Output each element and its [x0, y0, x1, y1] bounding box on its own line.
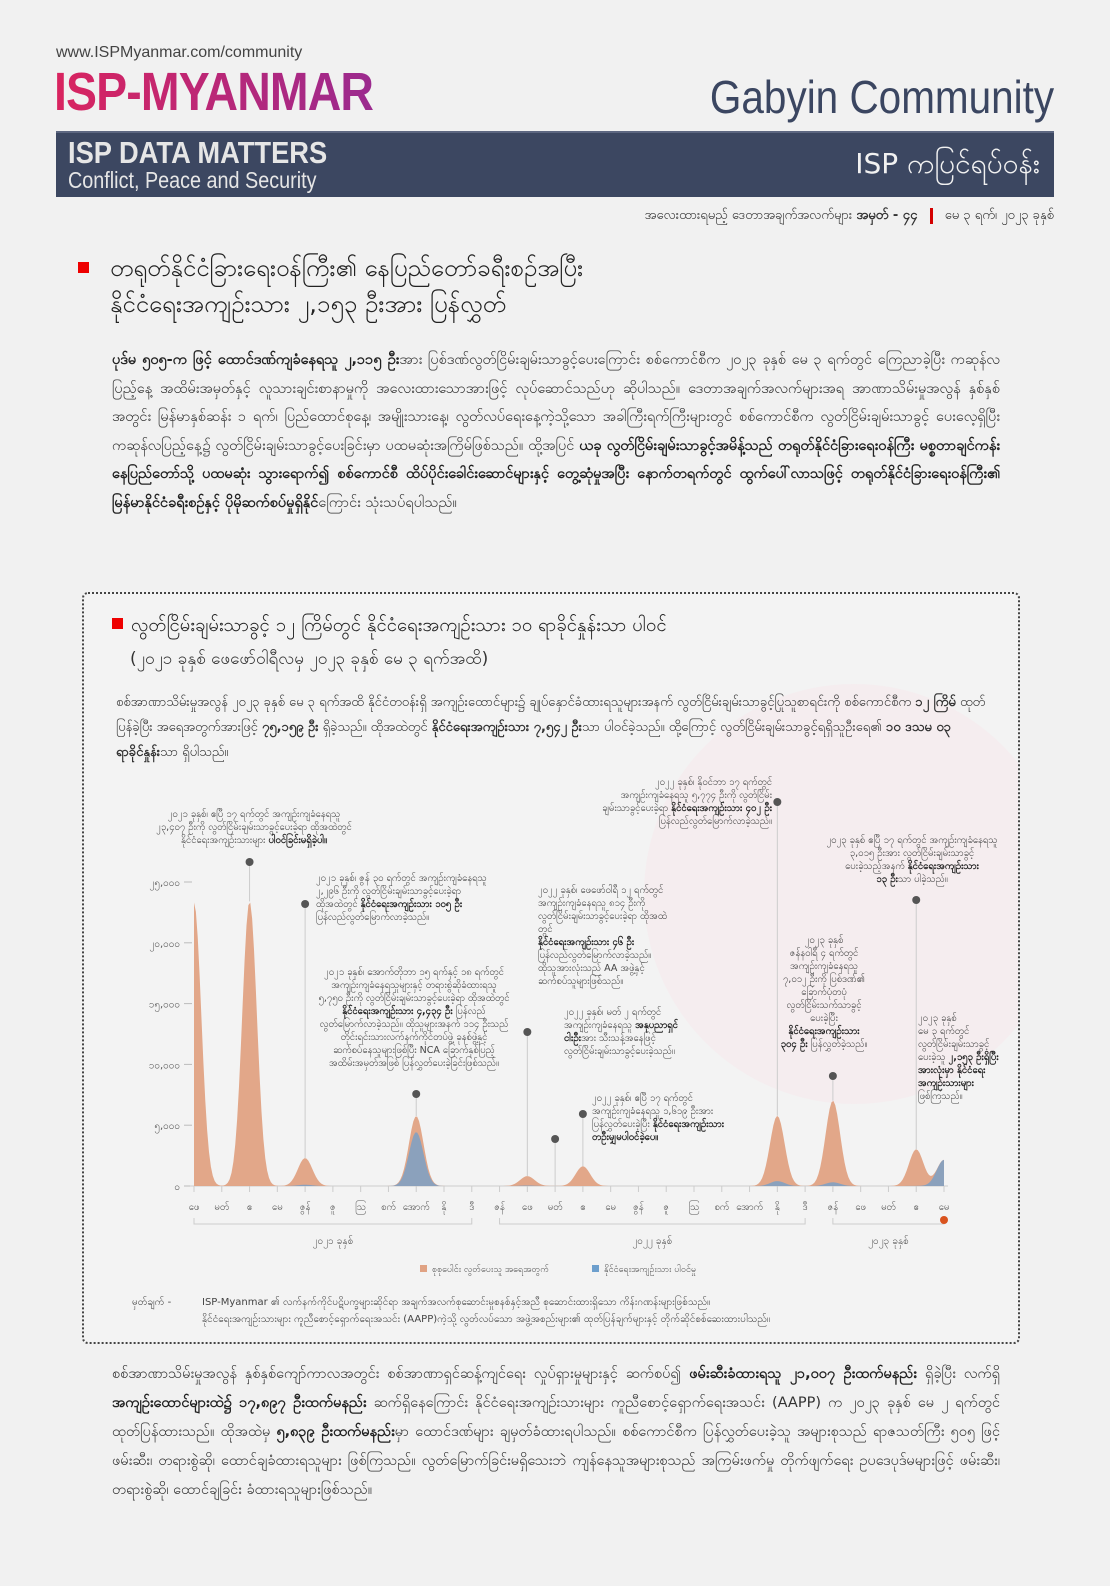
note-line-1: ISP-Myanmar ၏ လက်နက်ကိုင်ပဋိပက္ခများဆိုင်ရာ အချက်အလက်စုဆောင်းမှုစနစ်နှင့်အညီ စုဆောင်းထားရှိသော ကိန်းဂဏန်းများဖြစ်သည်။	[202, 1297, 711, 1308]
x-tick-label: အောက်	[402, 1202, 430, 1213]
x-tick-label: ဩ	[688, 1202, 700, 1213]
ann-bold: ၁၃ ဦး	[876, 874, 898, 885]
ann-bold: ၃၀၄ ဦး	[780, 1039, 808, 1050]
banner-right-title: ISP ကပြင်ရပ်ဝန်း	[855, 147, 1040, 180]
closing-bold-3: ၅,၈၃၉ ဦးထက်မနည်း	[276, 1424, 395, 1440]
ann-line: ပြန်လည်လွတ်မြောက်လာခဲ့သည်။	[316, 912, 430, 923]
ann-line: လွတ်ငြိမ်းချမ်းသာခွင့်ပေးခဲ့သည်။	[564, 1046, 675, 1057]
ann-bold: အကျဉ်းသားများ	[918, 1078, 974, 1089]
x-tick-label: နို	[441, 1202, 447, 1213]
closing-text-3: ဆက်ရှိနေကြောင်း နိုင်ငံရေးအကျဉ်းသားများ ကူညီစောင့်ရှောက်ရေးအသင်း (AAPP) က ၂၀၂၃ ခုနှစ် မေ ၂ ရက်တွင် ထုတ်ပြန်ထားသည်။ ထိုအထဲမှ	[112, 1395, 1000, 1440]
ann-line: ၂၀၂၁ ခုနှစ်၊ ဧပြီ ၁၇ ရက်တွင် အကျဉ်းကျခံနေရသူ	[167, 809, 341, 820]
annotation-2021-jun	[316, 872, 506, 924]
annotation-2022-mar	[564, 1006, 704, 1058]
ann-bold: နိုင်ငံရေးအကျဉ်းသား ၄၆ ဦး	[538, 937, 635, 948]
chart-box	[82, 592, 1020, 1344]
ann-line: လွတ်ငြိမ်းချမ်းသာခွင့်ပေးခဲ့ရာ ထိုအထဲတွင်	[538, 911, 668, 935]
chart-title-text: လွတ်ငြိမ်းချမ်းသာခွင့် ၁၂ ကြိမ်တွင် နိုင်ငံရေးအကျဉ်းသား ၁၀ ရာခိုင်နှုန်းသာ ပါဝင်	[131, 615, 667, 636]
closing-text-1: စစ်အာဏာသိမ်းမှုအလွန် နှစ်နှစ်ကျော်ကာလအတွင်း စစ်အာဏာရှင်ဆန့်ကျင်ရေး လှုပ်ရှားမှုများနှင့် ဆက်စပ်၍	[112, 1366, 690, 1382]
issue-number: အမှတ် - ၄၄	[856, 208, 918, 223]
p2-bold-4: ၁၀ ဒသမ ၀၃ ရာခိုင်နှုန်း	[116, 720, 951, 760]
x-tick-label: မတ်	[547, 1202, 563, 1213]
year-label: ၂၀၂၂ ခုနှစ်	[632, 1236, 673, 1247]
ann-line: လွတ်မြောက်လာခဲ့သည်။ ထိုသူများအနက် ၁၁၄ ဦးသည်	[319, 1019, 509, 1030]
y-tick-label: ၀	[174, 1182, 180, 1193]
ann-line: ၂၀၂၂ ခုနှစ်၊ ဧပြီ ၁၇ ရက်တွင်	[592, 1093, 693, 1104]
ann-line: နိုင်ငံရေးအကျဉ်းသားများ	[181, 835, 269, 846]
ann-line: ထိုအထဲတွင်	[316, 899, 361, 910]
p2-bold-1: ၁၂ ကြိမ်	[915, 695, 956, 710]
x-tick-label: ဧ	[246, 1202, 253, 1213]
intro-paragraph	[112, 346, 1000, 517]
ann-line: ၂၀၂၂ ခုနှစ်၊ ဖေဖော်ဝါရီ ၁၂ ရက်တွင်	[538, 885, 664, 896]
x-tick-label: ဧ	[913, 1202, 919, 1213]
ann-line: အကျဉ်းကျခံနေရသူ ၁,၆၁၉ ဦးအား	[592, 1106, 714, 1117]
ann-line: ၂၃,၄၀၇ ဦးကို လွတ်ငြိမ်းချမ်းသာခွင့်ပေးခဲ့ရာ ထိုအထဲတွင်	[156, 822, 352, 833]
x-tick-label: စက်	[714, 1202, 730, 1213]
ann-line: ၂၀၂၁ ခုနှစ်၊ အောက်တိုဘာ ၁၅ ရက်နှင့် ၁၈ ရက်တွင်	[324, 967, 504, 978]
x-tick-label: ဇွန်	[299, 1202, 311, 1213]
brand-logo: ISP-MYANMAR	[54, 62, 374, 122]
community-title: Gabyin Community	[709, 71, 1054, 123]
annotation-dot	[551, 1135, 559, 1143]
ann-line: ဆက်စပ်နေသူများဖြစ်ပြီး NCA ခြောက်နှစ်ပြည့်	[333, 1045, 495, 1056]
annotation-dot	[412, 1090, 420, 1098]
closing-paragraph	[112, 1360, 1000, 1505]
intro-text-2: ကြောင်း သုံးသပ်ရပါသည်။	[318, 494, 457, 511]
year-bracket	[194, 1218, 472, 1224]
ann-line: ခြောက်ပုံတပုံ	[801, 987, 847, 998]
headline	[78, 250, 978, 322]
intro-text-1: အား ပြစ်ဒဏ်လွတ်ငြိမ်းချမ်းသာခွင့်ပေးကြောင်း စစ်ကောင်စီက ၂၀၂၃ ခုနှစ် မေ ၃ ရက်တွင် ကြေညာခဲ့ပြီး ကဆုန်လပြည့်နေ့ အထိမ်းအမှတ်နှင့် လူသားချင်းစာနာမှုကို အလေးထားသောအားဖြင့် လုပ်ဆောင်သည်ဟု ဆိုပါသည်။ ဒေတာအချက်အလက်များအရ အာဏာသိမ်းမှုအလွန် နှစ်နှစ်အတွင်း မြန်မာနှစ်ဆန်း ၁ ရက်၊ ပြည်ထောင်စုနေ့၊ အမျိုးသားနေ့၊ လွတ်လပ်ရေးနေ့ကဲ့သို့သော အခါကြီးရက်ကြီးများတွင် စစ်ကောင်စီက လွတ်ငြိမ်းချမ်းသာခွင့် ပေးလေ့ရှိပြီး ကဆုန်လပြည့်နေ့၌ လွတ်ငြိမ်းချမ်းသာခွင့်ပေးခြင်းမှာ ပထမဆုံးအကြိမ်ဖြစ်သည်။ ထို့အပြင်	[112, 352, 1000, 454]
x-tick-label: မေ	[938, 1202, 950, 1213]
ann-line: ပြန်လွှတ်ပေးခဲ့ပြီး	[592, 1119, 653, 1130]
intro-bold-2: ယခု လွတ်ငြိမ်းချမ်းသာခွင့်အမိန့်သည် တရုတ်နိုင်ငံခြားရေးဝန်ကြီး မစ္စတာချင်ကန်း နေပြည်တော်သို့ ပထမဆုံး သွားရောက်၍ စစ်ကောင်စီ ထိပ်ပိုင်းခေါင်းဆောင်များနှင့် တွေ့ဆုံမှုအပြီး နောက်တရက်တွင် ထွက်ပေါ်လာသဖြင့် တရုတ်နိုင်ငံခြားရေးဝန်ကြီး၏ မြန်မာနိုင်ငံခရီးစဉ်နှင့် ပိုမိုဆက်စပ်မှုရှိနိုင်	[112, 437, 1001, 511]
ann-line: ပေးခဲ့သည့်အနက်	[845, 861, 908, 872]
ann-line: ၂၀၂၃ ခုနှစ်	[918, 1013, 957, 1024]
note-line-2: နိုင်ငံရေးအကျဉ်းသားများ ကူညီစောင့်ရှောက်ရေးအသင်း (AAPP)ကဲ့သို့ လွတ်လပ်သော အဖွဲ့အစည်းများ၏ ထုတ်ပြန်ချက်များနှင့် တိုက်ဆိုင်စစ်ဆေးထားပါသည်။	[202, 1314, 771, 1325]
ann-line: အကျဉ်းကျခံနေရသူ ၈၁၄ ဦးကို	[538, 898, 646, 909]
ann-line: ပြန်လည်လွတ်မြောက်လာခဲ့သည်။	[658, 816, 772, 827]
ann-bold: ငါးဦး	[564, 1033, 582, 1044]
x-tick-label: ဇူ	[663, 1202, 670, 1213]
ann-bold: ၂,၁၅၃ ဦးရှိပြီး	[948, 1052, 999, 1063]
p2-text-2: ထုတ်ပြန်ခဲ့ပြီး အရေအတွက်အားဖြင့်	[116, 695, 986, 735]
banner-subtitle: Conflict, Peace and Security	[68, 167, 317, 193]
year-bracket	[833, 1218, 944, 1224]
x-tick-label: ဇွန်	[633, 1202, 644, 1213]
annotation-dot	[579, 1110, 587, 1118]
ann-bold: နိုင်ငံရေးအကျဉ်းသား ၄၀၂ ဦး	[671, 803, 772, 814]
legend-label-total: စုစုပေါင်း လွတ်ပေးသူ အရေအတွက်	[432, 1265, 550, 1275]
x-tick-label: မတ်	[214, 1202, 230, 1213]
ann-line: ၂၀၂၁ ခုနှစ်၊ ဇွန် ၃၀ ရက်တွင် အကျဉ်းကျခံနေရသူ	[316, 873, 487, 884]
ann-line: အထိမ်းအမှတ်အဖြစ် ပြန်လွှတ်ပေးခဲ့ခြင်းဖြစ်သည်။	[329, 1058, 499, 1069]
year-label: ၂၀၂၁ ခုနှစ်	[312, 1236, 354, 1247]
issue-info	[645, 207, 1054, 226]
annotation-dot	[912, 896, 920, 904]
ann-line: ထိုသူအားလုံးသည် AA အဖွဲ့နှင့်	[538, 963, 645, 974]
x-tick-label: မေ	[272, 1202, 283, 1213]
x-tick-label: ဇူ	[330, 1202, 336, 1213]
ann-line: လွတ်ငြိမ်းသက်သာခွင့်	[786, 1000, 862, 1011]
p2-text-1: စစ်အာဏာသိမ်းမှုအလွန် ၂၀၂၃ ခုနှစ် မေ ၃ ရက်အထိ နိုင်ငံတဝန်းရှိ အကျဉ်းထောင်များ၌ ချုပ်နှောင်ခံထားရသူများအနက် လွတ်ငြိမ်းချမ်းသာခွင့်ပြုသူစာရင်းကို စစ်ကောင်စီက	[116, 695, 916, 710]
year-label: ၂၀၂၃ ခုနှစ်	[868, 1236, 909, 1247]
y-tick-label: ၁၀,၀၀၀	[148, 1060, 180, 1072]
y-tick-label: ၅,၀၀၀	[154, 1121, 180, 1133]
ann-bold: နိုင်ငံရေးအကျဉ်းသား ၄,၄၃၄ ဦး	[342, 1006, 453, 1017]
y-tick-label: ၁၅,၀၀၀	[148, 999, 180, 1011]
legend-swatch-total	[420, 1265, 427, 1272]
issue-prefix: အလေးထားရမည့် ဒေတာအချက်အလက်များ	[644, 208, 853, 223]
chart-box-subtitle: (၂၀၂၁ ခုနှစ် ဖေဖော်ဝါရီလမှ ၂၀၂၃ ခုနှစ် မေ ၃ ရက်အထိ)	[130, 649, 489, 669]
banner-title: ISP DATA MATTERS	[68, 135, 328, 170]
ann-line: ချမ်းသာခွင့်ပေးခဲ့ရာ	[602, 803, 672, 814]
ann-line: အကျဉ်းကျခံနေရသူများနှင့် တရားစွဲဆိုခံထားရသူ	[331, 980, 497, 991]
p2-bold-3: နိုင်ငံရေးအကျဉ်းသား ၇,၅၄၂ ဦး	[431, 720, 582, 735]
p2-text-4: သာ ပါဝင်ခဲ့သည်။ ထို့ကြောင့် လွတ်ငြိမ်းချမ်းသာခွင့်ရရှိသူဦးရေ၏	[581, 720, 886, 735]
annotation-2023-jan	[774, 934, 874, 1051]
ann-bold: တဦးမျှမပါဝင်ခဲ့ပေ။	[592, 1132, 659, 1143]
x-tick-label: မေ	[605, 1202, 616, 1213]
annotation-dot	[246, 858, 254, 866]
ann-bold: အနုပညာရှင်	[635, 1020, 678, 1031]
x-tick-label: နို	[774, 1202, 780, 1213]
annotation-2023-apr	[822, 834, 1002, 886]
ann-line: ၂၀၂၂ ခုနှစ်၊ မတ် ၂ ရက်တွင်	[564, 1007, 662, 1018]
closing-bold-2: အကျဉ်းထောင်များထဲ၌ ၁၇,၈၉၇ ဦးထက်မနည်း	[112, 1395, 367, 1411]
ann-line: ပြန်လွှတ်ခဲ့သည်။	[807, 1039, 868, 1050]
p2-text-5: သာ ရှိပါသည်။	[160, 745, 229, 760]
ann-line: အကျဉ်းကျခံနေရသူ	[789, 961, 859, 972]
red-square-bullet-icon	[78, 262, 89, 273]
annotation-2023-may	[918, 1012, 1014, 1103]
annotation-dot	[773, 798, 781, 806]
x-tick-label: စက်	[381, 1202, 396, 1213]
intro-bold-1: ပုဒ်မ ၅၀၅-က ဖြင့် ထောင်ဒဏ်ကျခံနေရသူ ၂,၁၁၅ ဦး	[112, 352, 400, 368]
ann-line: ၃,၀၁၅ ဦးအား လွတ်ငြိမ်းချမ်းသာခွင့်	[849, 848, 975, 859]
x-tick-label: ဒီ	[469, 1202, 475, 1213]
notes-label: မှတ်ချက် -	[132, 1297, 172, 1308]
ann-line: ပြန်လည်	[452, 1006, 486, 1017]
ann-bold: နိုင်ငံရေးအကျဉ်းသား	[652, 1119, 725, 1130]
annotation-2022-apr	[592, 1092, 742, 1144]
ann-line: ၂၀၂၃ ခုနှစ် ဧပြီ ၁၇ ရက်တွင် အကျဉ်းကျခံနေရသူ	[826, 835, 998, 846]
closing-text-4: မှာ ထောင်ဒဏ်များ ချမှတ်ခံထားရပါသည်။ စစ်ကောင်စီက ပြန်လွှတ်ပေးခဲ့သူ အများစုသည် ရာဇသတ်ကြီး ၅၀၅ ဖြင့် ဖမ်းဆီး၊ တရားစွဲဆို၊ ထောင်ချခံထားရသူများ ဖြစ်ကြသည်။ လွတ်မြောက်ခြင်းမရှိသေးဘဲ ကျန်နေသူအများစုသည် အကြမ်းဖက်မှု တိုက်ဖျက်ရေး ဥပဒေပုဒ်မများဖြင့် ဖမ်းဆီး၊ တရားစွဲဆို၊ ထောင်ချခြင်း ခံထားရသူများဖြစ်သည်။	[112, 1424, 1000, 1498]
ann-line: မေ ၃ ရက်တွင်	[918, 1026, 970, 1037]
ann-bold: နိုင်ငံရေးအကျဉ်းသား	[788, 1026, 860, 1037]
ann-line: ၂,၂၉၆ ဦးကို လွတ်ငြိမ်းချမ်းသာခွင့်ပေးခဲ့ရာ	[316, 886, 462, 897]
x-tick-label: ဩ	[355, 1202, 367, 1213]
header-banner	[56, 131, 1054, 197]
x-tick-label: ဇန်	[494, 1202, 505, 1213]
ann-line: အကျဉ်းကျခံနေရသူ	[564, 1020, 636, 1031]
annotation-2022-feb	[538, 884, 678, 988]
ann-line: တိုင်းရင်းသားလက်နက်ကိုင်တပ်ဖွဲ့ ခုနစ်ဖွဲ့နှင့်	[340, 1032, 488, 1043]
annotation-dot	[940, 1216, 948, 1224]
ann-line: အား သီးသန့်အနေဖြင့်	[581, 1033, 656, 1044]
ann-line: ဆက်စပ်သူများဖြစ်သည်။	[538, 976, 624, 987]
ann-bold: နိုင်ငံရေးအကျဉ်းသား	[907, 861, 979, 872]
ann-line: ၅,၇၅၀ ဦးကို လွတ်ငြိမ်းချမ်းသာခွင့်ပေးခဲ့ရာ ထိုအထဲတွင်	[318, 993, 510, 1004]
headline-line-1: တရုတ်နိုင်ငံခြားရေးဝန်ကြီး၏ နေပြည်တော်ခရီးစဉ်အပြီး	[110, 254, 584, 282]
issue-separator	[930, 208, 933, 224]
x-tick-label: ဖေ	[188, 1202, 200, 1213]
annotation-dot	[523, 1028, 531, 1036]
ann-line: ပေးခဲ့ပြီး	[810, 1013, 838, 1024]
x-tick-label: ဒီ	[802, 1202, 808, 1213]
legend-swatch-political	[592, 1265, 599, 1272]
website-url[interactable]: www.ISPMyanmar.com/community	[56, 44, 303, 61]
annotation-2022-nov	[584, 776, 772, 828]
ann-line: ၂၀၂၂ ခုနှစ်၊ နိုဝင်ဘာ ၁၇ ရက်တွင်	[654, 777, 772, 788]
annotation-dot	[829, 1072, 837, 1080]
p2-bold-2: ၇၅,၁၅၉ ဦး	[261, 720, 319, 735]
closing-text-2: ရှိခဲ့ပြီး လက်ရှိ	[916, 1366, 1001, 1382]
issue-date: မေ ၃ ရက်၊ ၂၀၂၃ ခုနှစ်	[944, 208, 1054, 223]
legend-label-political: နိုင်ငံရေးအကျဉ်းသား ပါဝင်မှု	[604, 1265, 697, 1275]
ann-line: သာ ပါခဲ့သည်။	[897, 874, 948, 885]
x-tick-label: မတ်	[881, 1202, 896, 1213]
x-tick-label: ဖေ	[855, 1202, 866, 1213]
x-tick-label: ဧ	[580, 1202, 586, 1213]
x-tick-label: ဖေ	[522, 1202, 533, 1213]
x-tick-label: အောက်	[736, 1202, 763, 1213]
ann-line: လွတ်ငြိမ်းချမ်းသာခွင့်	[918, 1039, 990, 1050]
ann-line: ဇန်နဝါရီ ၄ ရက်တွင်	[789, 948, 859, 959]
annotation-2021-apr	[154, 808, 354, 847]
p2-text-3: ရှိခဲ့သည်။ ထိုအထဲတွင်	[318, 720, 432, 735]
ann-line: အကျဉ်းကျခံနေရသူ ၅,၇၇၄ ဦးကို လွတ်ငြိမ်း	[620, 790, 772, 801]
year-bracket	[500, 1218, 806, 1224]
ann-line: ပေးခဲ့သူ	[918, 1052, 949, 1063]
closing-bold-1: ဖမ်းဆီးခံထားရသူ ၂၁,၀၀၇ ဦးထက်မနည်း	[689, 1366, 917, 1382]
annotation-2021-oct	[314, 966, 514, 1070]
ann-bold: ပါဝင်ခြင်းမရှိခဲ့ပါ။	[268, 835, 327, 846]
ann-line: ၂၀၂၃ ခုနှစ်	[804, 935, 844, 946]
ann-bold: နိုင်ငံရေးအကျဉ်းသား ၁၀၅ ဦး	[360, 899, 463, 910]
y-tick-label: ၂၅,၀၀၀	[149, 878, 180, 889]
headline-line-2: နိုင်ငံရေးအကျဉ်းသား ၂,၁၅၃ ဦးအား ပြန်လွှတ်	[110, 290, 507, 318]
x-tick-label: ဇန်	[827, 1202, 839, 1213]
ann-bold: အားလုံးမှာ နိုင်ငံရေး	[918, 1065, 986, 1076]
ann-line: ပြန်လည်လွတ်မြောက်လာခဲ့သည်။	[538, 950, 652, 961]
y-tick-label: ၂၀,၀၀၀	[149, 938, 180, 950]
ann-line: ဖြစ်ကြသည်။	[918, 1091, 963, 1102]
annotation-dot	[301, 900, 309, 908]
ann-line: ၇,၀၁၂ ဦးကို ပြစ်ဒဏ်၏	[782, 974, 866, 985]
